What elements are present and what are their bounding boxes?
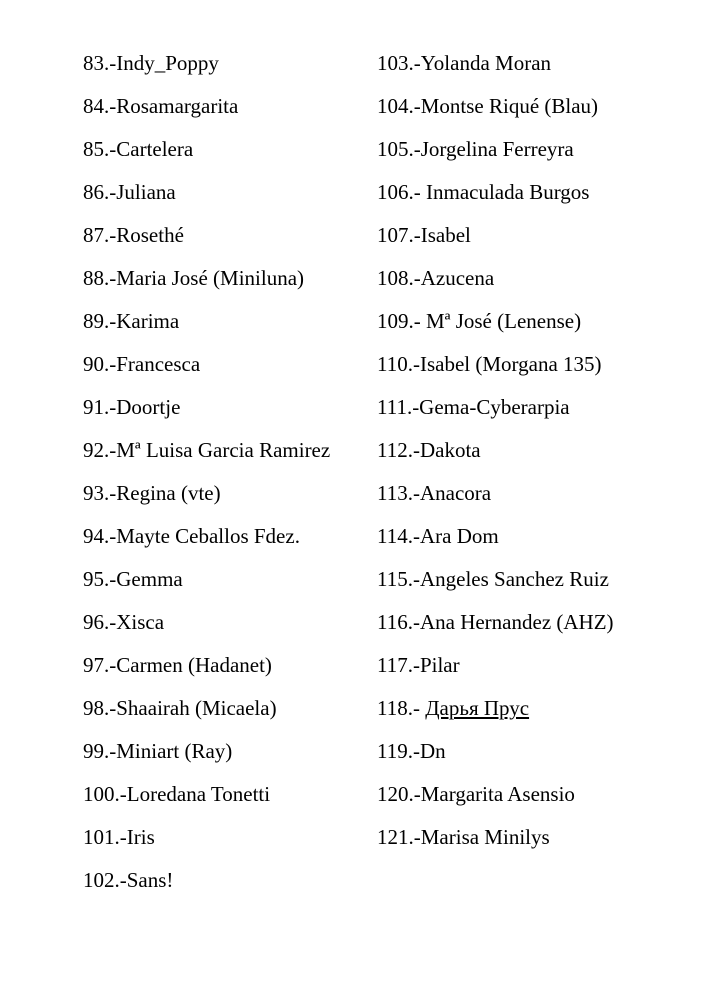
list-item: 93.-Regina (vte) [83, 481, 221, 505]
list-item: 106.- Inmaculada Burgos [377, 180, 590, 204]
list-item: 116.-Ana Hernandez (AHZ) [377, 610, 614, 634]
list-item: 109.- Mª José (Lenense) [377, 309, 582, 333]
list-item: 86.-Juliana [83, 180, 176, 204]
list-item: 90.-Francesca [83, 352, 201, 376]
list-item: 87.-Rosethé [83, 223, 184, 247]
list-item: 110.-Isabel (Morgana 135) [377, 352, 602, 376]
list-item: 117.-Pilar [377, 653, 460, 677]
list-item: 112.-Dakota [377, 438, 481, 462]
entry-number: 118.- [377, 696, 426, 720]
list-item: 121.-Marisa Minilys [377, 825, 550, 849]
list-item: 102.-Sans! [83, 868, 174, 892]
list-item: 103.-Yolanda Moran [377, 51, 552, 75]
list-item: 98.-Shaairah (Micaela) [83, 696, 277, 720]
list-item: 104.-Montse Riqué (Blau) [377, 94, 599, 118]
list-item: 97.-Carmen (Hadanet) [83, 653, 272, 677]
list-item: 108.-Azucena [377, 266, 495, 290]
name-link[interactable]: Дарья Прус [425, 696, 530, 720]
list-item: 111.-Gema-Cyberarpia [377, 395, 570, 419]
list-item: 83.-Indy_Poppy [83, 51, 219, 75]
list-item: 100.-Loredana Tonetti [83, 782, 271, 806]
list-item: 113.-Anacora [377, 481, 492, 505]
list-item: 89.-Karima [83, 309, 180, 333]
list-item [377, 693, 677, 723]
list-item: 95.-Gemma [83, 567, 183, 591]
list-item: 94.-Mayte Ceballos Fdez. [83, 524, 300, 548]
right-column [377, 48, 677, 865]
list-item: 96.-Xisca [83, 610, 165, 634]
list-item: 101.-Iris [83, 825, 155, 849]
list-item: 105.-Jorgelina Ferreyra [377, 137, 574, 161]
list-item: 88.-Maria José (Miniluna) [83, 266, 305, 290]
list-item: 85.-Cartelera [83, 137, 194, 161]
list-item: 91.-Doortje [83, 395, 181, 419]
left-column [83, 48, 361, 908]
list-item: 115.-Angeles Sanchez Ruiz [377, 567, 609, 591]
list-item: 84.-Rosamargarita [83, 94, 239, 118]
list-item: 114.-Ara Dom [377, 524, 499, 548]
list-item: 119.-Dn [377, 739, 446, 763]
list-item: 92.-Mª Luisa Garcia Ramirez [83, 438, 331, 462]
list-item: 120.-Margarita Asensio [377, 782, 575, 806]
list-item: 99.-Miniart (Ray) [83, 739, 233, 763]
list-item: 107.-Isabel [377, 223, 471, 247]
